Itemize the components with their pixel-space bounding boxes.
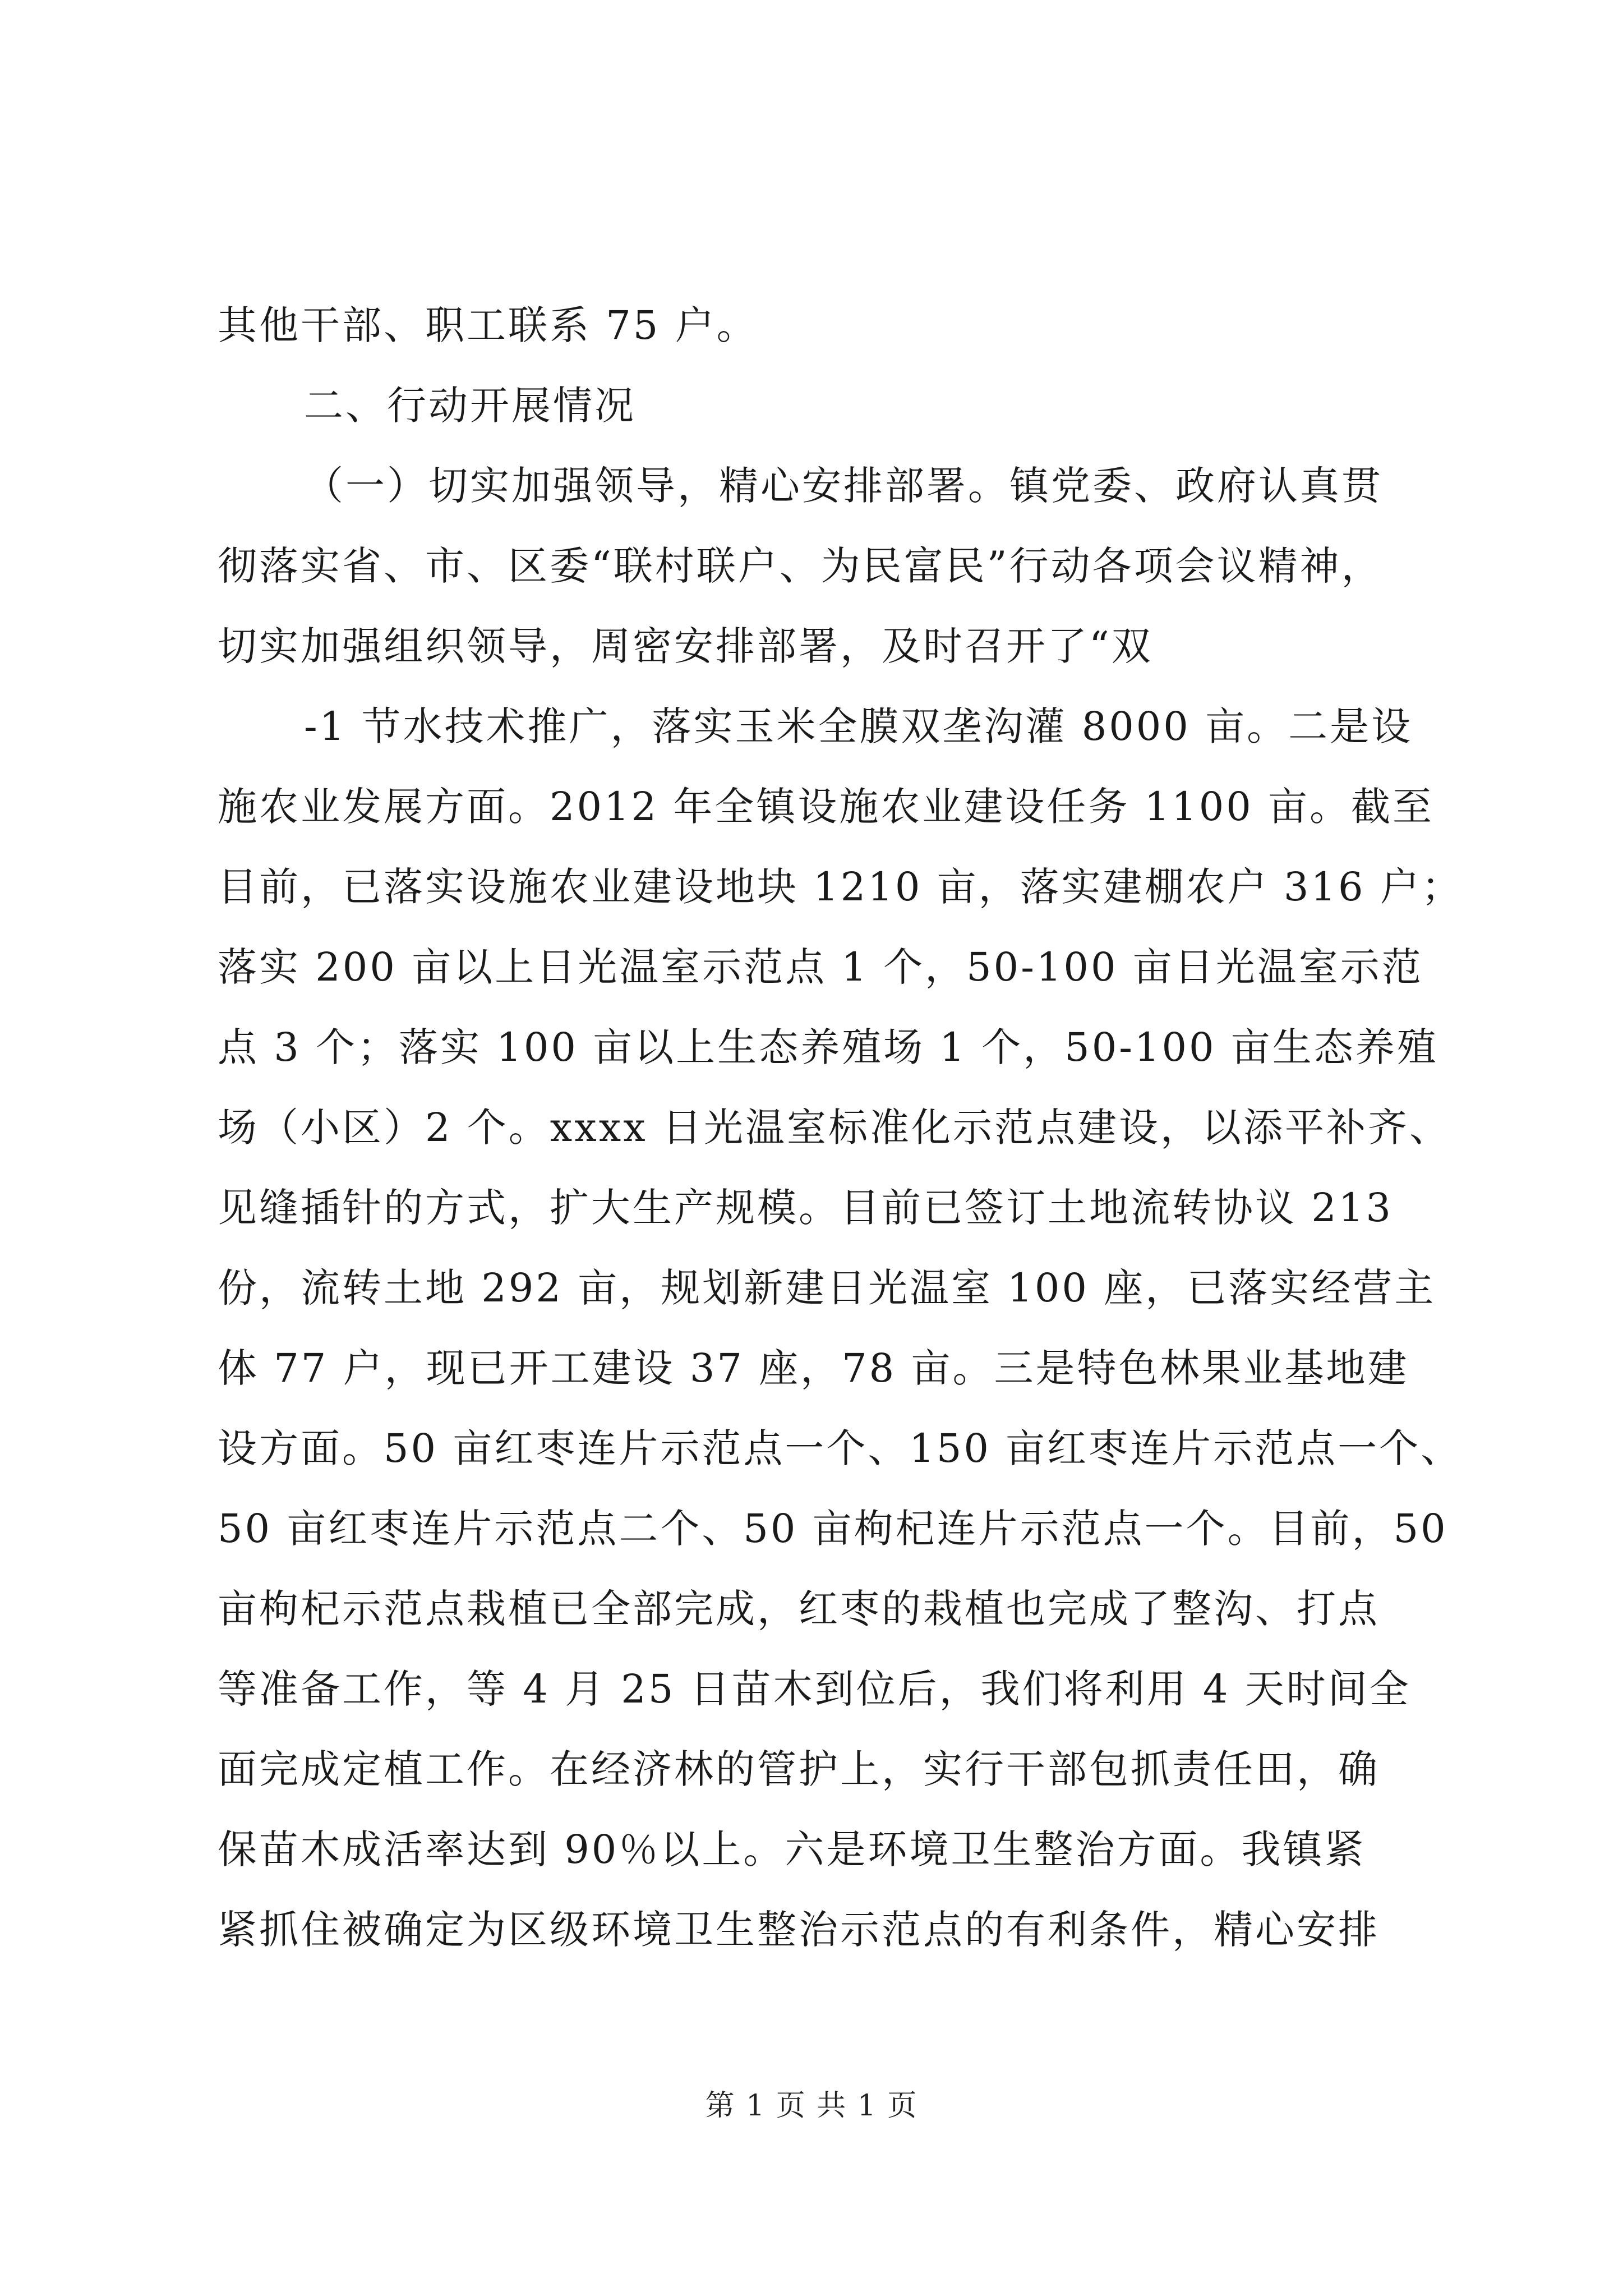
text-line: 施农业发展方面。2012 年全镇设施农业建设任务 1100 亩。截至 [218,784,1435,830]
text-line: 亩枸杞示范点栽植已全部完成，红枣的栽植也完成了整沟、打点 [218,1586,1380,1632]
text-line: 落实 200 亩以上日光温室示范点 1 个，50-100 亩日光温室示范 [218,944,1423,990]
text-line: -1 节水技术推广，落实玉米全膜双垄沟灌 8000 亩。二是设 [304,703,1413,749]
text-line: 面完成定植工作。在经济林的管护上，实行干部包抓责任田，确 [218,1746,1380,1792]
text-line: 份，流转土地 292 亩，规划新建日光温室 100 座，已落实经营主 [218,1265,1436,1311]
text-line: 点 3 个；落实 100 亩以上生态养殖场 1 个，50-100 亩生态养殖 [218,1024,1438,1070]
section-heading: 二、行动开展情况 [304,383,636,429]
text-line: 其他干部、职工联系 75 户。 [218,302,758,348]
text-line: 体 77 户，现已开工建设 37 座，78 亩。三是特色林果业基地建 [218,1345,1409,1391]
text-line: 见缝插针的方式，扩大生产规模。目前已签订土地流转协议 213 [218,1185,1393,1231]
text-line: 目前，已落实设施农业建设地块 1210 亩，落实建棚农户 316 户； [218,864,1463,910]
page-footer: 第 1 页 共 1 页 [705,2089,918,2123]
text-line: （一）切实加强领导，精心安排部署。镇党委、政府认真贯 [304,463,1383,509]
text-line: 场（小区）2 个。xxxx 日光温室标准化示范点建设，以添平补齐、 [218,1105,1451,1151]
text-line: 紧抓住被确定为区级环境卫生整治示范点的有利条件，精心安排 [218,1907,1380,1953]
text-line: 50 亩红枣连片示范点二个、50 亩枸杞连片示范点一个。目前，50 [218,1506,1448,1552]
text-line: 彻落实省、市、区委“联村联户、为民富民”行动各项会议精神， [218,543,1383,589]
text-line: 设方面。50 亩红枣连片示范点一个、150 亩红枣连片示范点一个、 [218,1425,1463,1471]
text-line: 切实加强组织领导，周密安排部署，及时召开了“双 [218,623,1153,669]
text-line: 保苗木成活率达到 90％以上。六是环境卫生整治方面。我镇紧 [218,1826,1366,1872]
text-line: 等准备工作，等 4 月 25 日苗木到位后，我们将利用 4 天时间全 [218,1666,1411,1712]
